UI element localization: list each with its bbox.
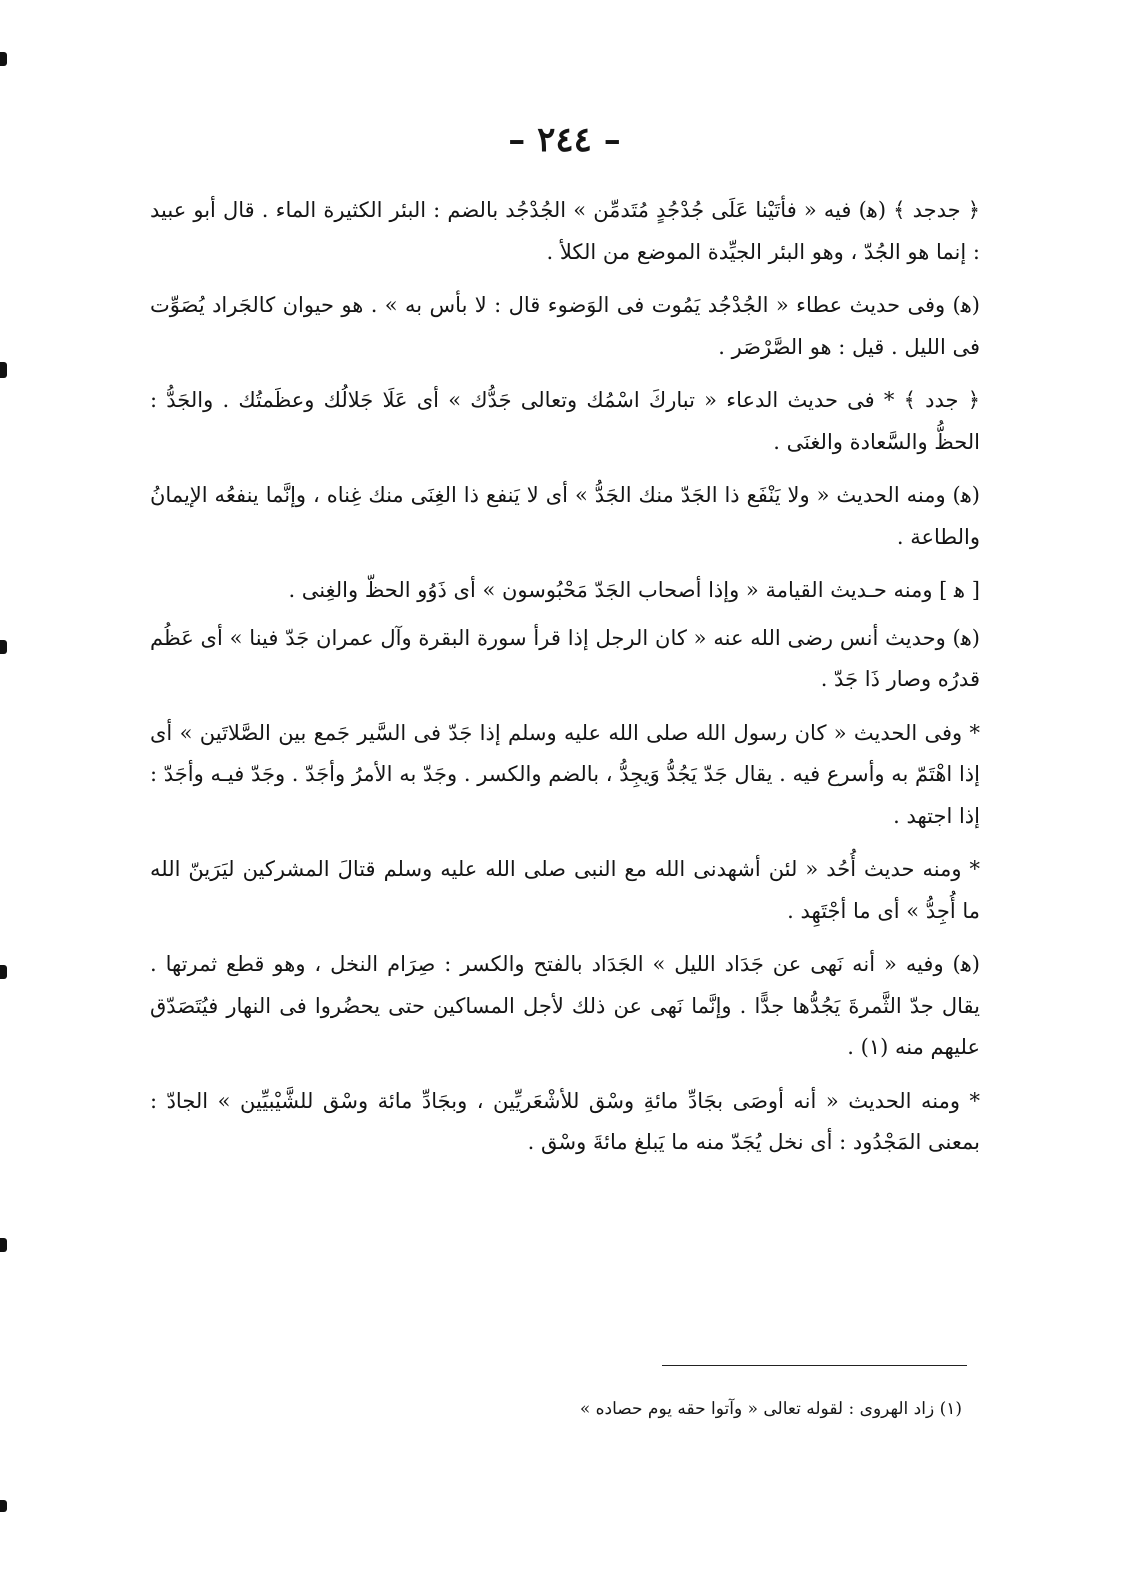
- paragraph-qiyama: [ ﻫ ] ومنه حـديث القيامة « وإذا أصحاب الجَدّ مَحْبُوسون » أى ذَوُو الحظّ والغِنى .: [288, 578, 980, 602]
- paragraph-anas: (ﻫ) وحديث أنس رضى الله عنه « كان الرجل إذا قرأ سورة البقرة وآل عمران جَدّ فينا » أى عَظُم قدرُه وصار ذَا جَدّ .: [150, 625, 980, 691]
- footnote-divider: [662, 1365, 967, 1366]
- paragraph-la-yanfa: (ﻫ) ومنه الحديث « ولا يَنْفَع ذا الجَدّ منك الجَدُّ » أى لا يَنفع ذا الغِنَى منك غِناه ، وإنَّما ينفعُه الإيمانُ والطاعة .: [150, 483, 980, 549]
- paragraph-ata-hadith: (ﻫ) وفى حديث عطاء « الجُدْجُد يَمُوت فى الوَضوء قال : لا بأس به » . هو حيوان كالجَراد يُصَوِّت فى الليل . قيل : هو الصَّرْصَر .: [150, 293, 980, 359]
- scan-edge-mark: [0, 1500, 7, 1512]
- main-text: [150, 190, 980, 1176]
- scan-edge-mark: [0, 965, 7, 979]
- paragraph-jadjad: ﴿ جدجد ﴾ (ﻫ) فيه « فأتَيْنا عَلَى جُدْجُدٍ مُتَدمِّن » الجُدْجُد بالضم : البئر الكثيرة الماء . قال أبو عبيد : إنما هو الجُدّ ، وهو البئر الجيِّدة الموضع من الكلأ .: [150, 198, 980, 264]
- scan-edge-mark: [0, 362, 7, 378]
- scan-edge-mark: [0, 1238, 7, 1252]
- scan-edge-mark: [0, 640, 7, 654]
- paragraph-jadda-fi-sayr: * وفى الحديث « كان رسول الله صلى الله عليه وسلم إذا جَدّ فى السَّير جَمع بين الصَّلاتَين » أى إذا اهْتَمّ به وأسرع فيه . يقال جَدّ يَجُدُّ وَيجِدُّ ، بالضم والكسر . وجَدّ به الأمرُ وأجَدّ . وجَدّ فيـه وأجَدّ : إذا اجتهد .: [150, 720, 980, 828]
- paragraph-uhud: * ومنه حديث أُحُد « لئن أشهدنى الله مع النبى صلى الله عليه وسلم قتالَ المشركين ليَرَينّ الله ما أُجِدُّ » أى ما أجْتَهِد .: [150, 857, 980, 923]
- paragraph-jadd-dua: ﴿ جدد ﴾ * فى حديث الدعاء « تباركَ اسْمُك وتعالى جَدُّك » أى عَلَا جَلالُك وعظَمتُك . والجَدُّ : الحظُّ والسَّعادة والغنَى .: [150, 388, 980, 454]
- paragraph-jadad-layl: (ﻫ) وفيه « أنه نَهى عن جَدَاد الليل » الجَدَاد بالفتح والكسر : صِرَام النخل ، وهو قطع ثمرتها . يقال جدّ الثَّمرةَ يَجُدُّها جدًّا . وإنَّما نَهى عن ذلك لأجل المساكين حتى يحضُروا فى النهار فيُتَصَدّق عليهم منه (١) .: [150, 952, 980, 1059]
- page-number: – ٢٤٤ –: [508, 120, 621, 160]
- scan-edge-mark: [0, 52, 7, 66]
- footnote: (١) زاد الهروى : لقوله تعالى « وآتوا حقه يوم حصاده »: [579, 1399, 962, 1419]
- paragraph-jadd-wasq: * ومنه الحديث « أنه أوصَى بجَادِّ مائةِ وسْق للأشْعَريِّين ، وبجَادِّ مائة وسْق للشَّيْبيِّين » الجادّ : بمعنى المَجْدُود : أى نخل يُجَدّ منه ما يَبلغ مائةَ وسْق .: [150, 1088, 980, 1154]
